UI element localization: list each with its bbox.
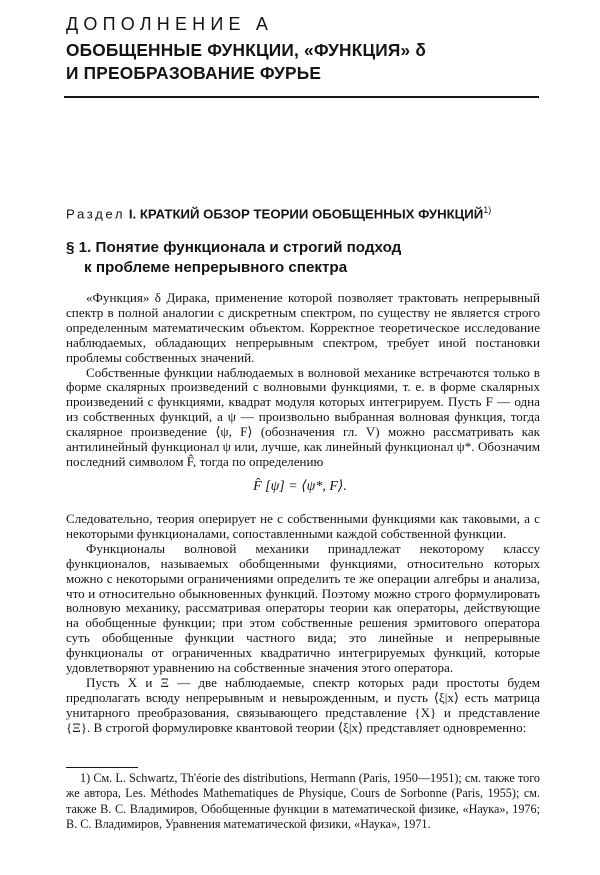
footnote-mark: 1) xyxy=(80,771,91,785)
appendix-title-line-1: ОБОБЩЕННЫЕ ФУНКЦИИ, «ФУНКЦИЯ» δ xyxy=(66,40,427,60)
body-block-1 xyxy=(66,291,540,470)
paragraph-5: Пусть X и Ξ — две наблюдаемые, спектр которых ради простоты будем предполагать всюду непрерывным и невырожденным, и пусть ⟨ξ|x⟩ есть матрица унитарного преобразования, связывающего представление {X} и представление {Ξ}. В строгой формулировке квантовой теории ⟨ξ|x⟩ представляет одновременно: xyxy=(66,674,540,735)
section-title: I. КРАТКИЙ ОБЗОР ТЕОРИИ ОБОБЩЕННЫХ ФУНКЦИЙ xyxy=(128,206,484,222)
footnote xyxy=(66,771,540,832)
appendix-title-line-2: И ПРЕОБРАЗОВАНИЕ ФУРЬЕ xyxy=(66,63,322,83)
appendix-label: ДОПОЛНЕНИЕ А xyxy=(66,14,274,34)
section-heading xyxy=(66,205,546,221)
formula: F̂ [ψ] = ⟨ψ*, F⟩. xyxy=(253,479,347,494)
paragraph-1: «Функция» δ Дирака, применение которой позволяет трактовать непрерывный спектр в полной аналогии с дискретным спектром, по существу не является строго определенным математическим объектом. Корректное теоретическое исследование наблюдаемых, обладающих непрерывным спектром, требует иной постановки проблемы собственных значений. xyxy=(66,290,540,365)
footnote-text: См. L. Schwartz, Th'éorie des distributions, Hermann (Paris, 1950—1951); см. также того же автора, Les. Méthodes Mathematiques de Physique, Cours de Sorbonne (Paris, 1955); см. также В. С. Владимиров, Обобщенные функции в математической физике, «Наука», 1976; В. С. Владимиров, Уравнения математической физики, «Наука», 1971. xyxy=(66,771,540,831)
section-footnote-mark: 1) xyxy=(483,205,492,215)
paragraph-heading-line-2: к проблеме непрерывного спектра xyxy=(84,259,348,276)
paragraph-3: Следовательно, теория оперирует не с собственными функциями как таковыми, а с некоторыми функционалами, сопоставленными каждой собственной функции. xyxy=(66,511,540,541)
appendix-title xyxy=(66,39,566,85)
header-rule xyxy=(64,96,539,98)
footnote-rule xyxy=(66,767,138,768)
paragraph-2: Собственные функции наблюдаемых в волновой механике встречаются только в форме скалярных произведений с волновыми функциями, т. е. в форме скалярных произведений с функциями, квадрат модуля которых интегрируем. Пусть F — одна из собственных функций, а ψ — произвольно выбранная волновая функция, тогда скалярное произведение ⟨ψ, F⟩ (обозначения гл. V) можно рассматривать как антилинейный функционал ψ или, лучше, как линейный функционал ψ*. Обозначим последний символом F̂, тогда по определению xyxy=(66,364,540,469)
body-block-2 xyxy=(66,512,540,736)
paragraph-heading xyxy=(66,238,536,278)
paragraph-heading-line-1: § 1. Понятие функционала и строгий подход xyxy=(66,239,402,256)
paragraph-4: Функционалы волновой механики принадлежат некоторому классу функционалов, называемых обобщенными функциями, относительно которых можно с некоторыми ограничениями определить те же операции алгебры и анализа, что и относительно обыкновенных функций. Поэтому можно строго формулировать волновую механику, рассматривая операторы теории как операторы, действующие на обобщенные функции; при этом собственные решения эрмитового оператора суть обобщенные функции частного вида; это линейные и непрерывные функционалы от ограниченных квадратично интегрируемых функций, которые удовлетворяют уравнению на собственные значения этого оператора. xyxy=(66,540,540,676)
section-prefix: Раздел xyxy=(66,206,126,222)
